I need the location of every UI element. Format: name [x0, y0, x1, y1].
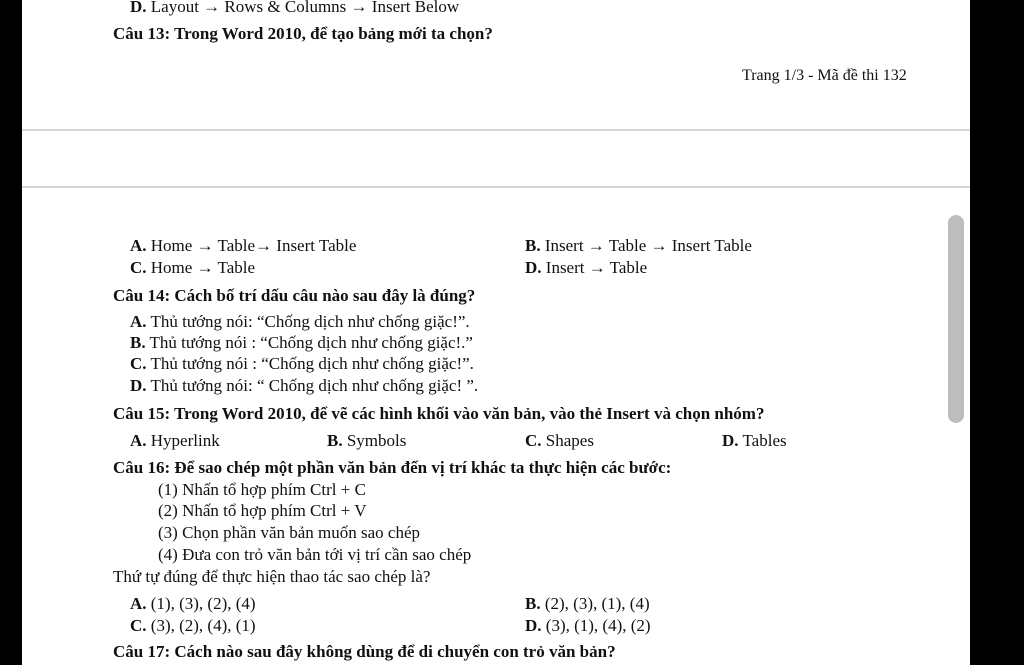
q14-option-b: B. Thủ tướng nói : “Chống dịch như chống giặc!.”	[130, 333, 473, 352]
q15-option-c: C. Shapes	[525, 431, 594, 450]
q16-option-a: A. (1), (3), (2), (4)	[130, 594, 256, 613]
q15-option-b: B. Symbols	[327, 431, 407, 450]
q16-step-2: (2) Nhấn tổ hợp phím Ctrl + V	[158, 501, 367, 520]
page-separator-bottom	[22, 186, 970, 188]
q13-option-b: B. Insert → Table → Insert Table	[525, 236, 752, 255]
page-separator-top	[22, 129, 970, 131]
q14-option-d: D. Thủ tướng nói: “ Chống dịch như chống giặc! ”.	[130, 376, 479, 395]
q13-option-c: C. Home → Table	[130, 258, 256, 277]
q16-option-b: B. (2), (3), (1), (4)	[525, 594, 650, 613]
question-13: Câu 13: Trong Word 2010, để tạo bảng mới ta chọn?	[113, 24, 493, 43]
q15-option-a: A. Hyperlink	[130, 431, 220, 450]
q16-step-3: (3) Chọn phần văn bản muốn sao chép	[158, 523, 421, 542]
q14-option-c: C. Thủ tướng nói : “Chống dịch như chống giặc!”.	[130, 354, 474, 373]
page-footer: Trang 1/3 - Mã đề thi 132	[742, 67, 907, 84]
q16-option-c: C. (3), (2), (4), (1)	[130, 616, 256, 635]
q16-step-1: (1) Nhấn tổ hợp phím Ctrl + C	[158, 480, 366, 499]
question-16: Câu 16: Để sao chép một phần văn bản đến vị trí khác ta thực hiện các bước:	[113, 458, 672, 477]
q16-step-4: (4) Đưa con trỏ văn bản tới vị trí cần sao chép	[158, 545, 472, 564]
q15-option-d: D. Tables	[722, 431, 787, 450]
q16-option-d: D. (3), (1), (4), (2)	[525, 616, 651, 635]
scrollbar-thumb[interactable]	[948, 215, 964, 423]
q12-option-d: D. Layout → Rows & Columns → Insert Below	[130, 0, 460, 16]
q14-option-a: A. Thủ tướng nói: “Chống dịch như chống giặc!”.	[130, 312, 470, 331]
question-17: Câu 17: Cách nào sau đây không dùng để di chuyển con trỏ văn bản?	[113, 642, 616, 661]
question-14: Câu 14: Cách bố trí dấu câu nào sau đây là đúng?	[113, 286, 476, 305]
question-15: Câu 15: Trong Word 2010, để vẽ các hình khối vào văn bản, vào thẻ Insert và chọn nhóm?	[113, 404, 765, 423]
document-page	[22, 0, 970, 665]
q13-option-a: A. Home → Table→ Insert Table	[130, 236, 357, 255]
q13-option-d: D. Insert → Table	[525, 258, 648, 277]
q16-prompt: Thứ tự đúng để thực hiện thao tác sao chép là?	[113, 567, 431, 586]
